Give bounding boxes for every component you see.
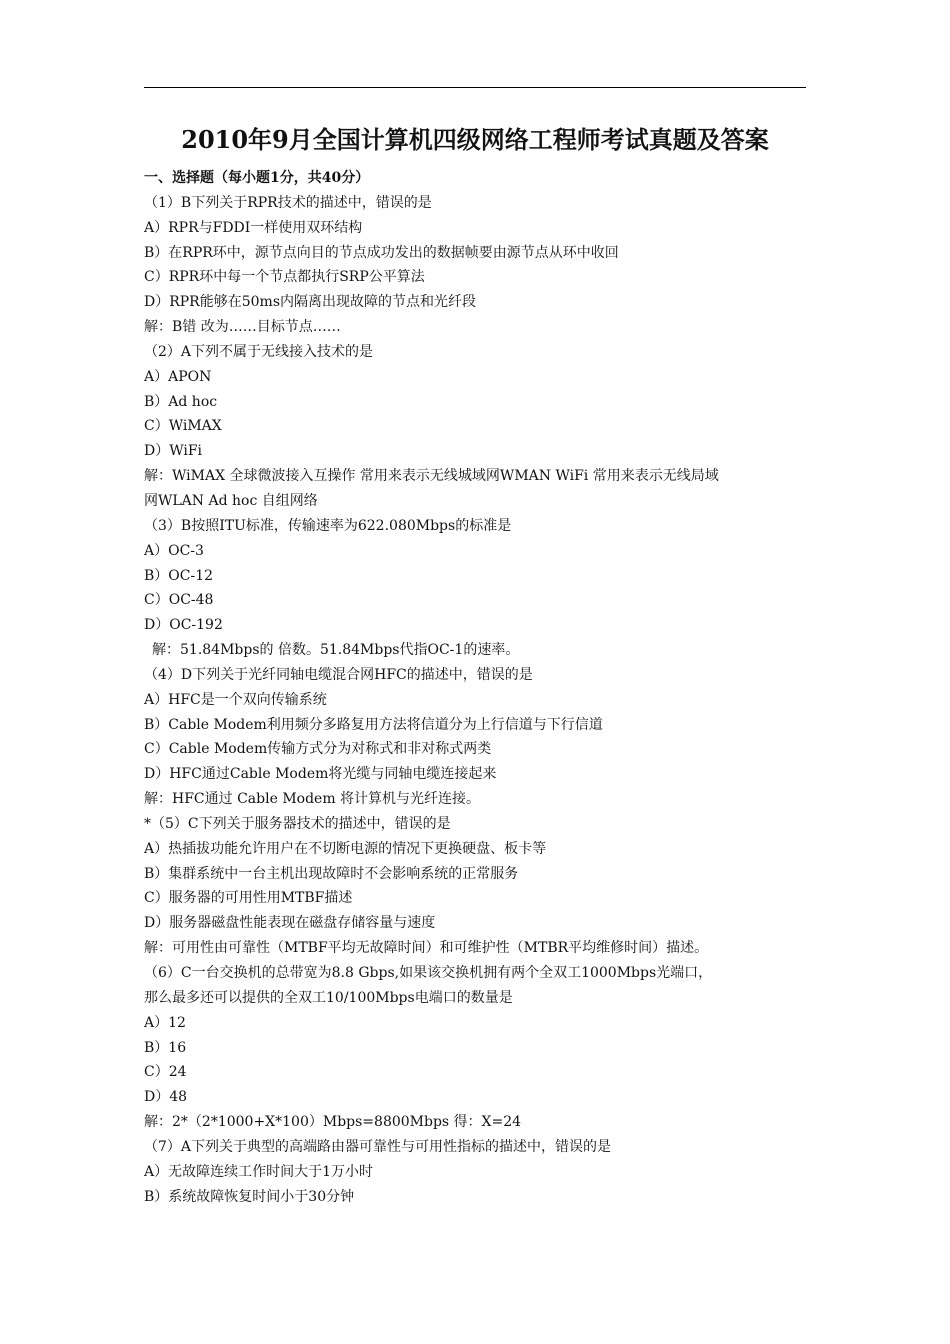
- header-rule: [144, 87, 806, 88]
- question-line: （7）A下列关于典型的高端路由器可靠性与可用性指标的描述中，错误的是: [144, 1138, 612, 1155]
- option-line: B）Ad hoc: [144, 393, 218, 410]
- option-line: C）OC-48: [144, 592, 214, 609]
- question-line: （3）B按照ITU标准，传输速率为622.080Mbps的标准是: [144, 517, 512, 534]
- option-line: B）在RPR环中，源节点向目的节点成功发出的数据帧要由源节点从环中收回: [144, 244, 619, 261]
- question-line: （2）A下列不属于无线接入技术的是: [144, 343, 374, 360]
- answer-line: 解：2*（2*1000+X*100）Mbps=8800Mbps 得：X=24: [144, 1114, 522, 1131]
- page-title: 2010年9月全国计算机四级网络工程师考试真题及答案: [181, 125, 769, 154]
- option-line: C）24: [144, 1064, 187, 1081]
- document-body: [144, 166, 808, 1209]
- option-line: B）OC-12: [144, 567, 214, 584]
- option-line: D）WiFi: [144, 443, 203, 460]
- option-line: C）服务器的可用性用MTBF描述: [144, 890, 353, 907]
- option-line: C）RPR环中每一个节点都执行SRP公平算法: [144, 269, 425, 286]
- option-line: A）HFC是一个双向传输系统: [144, 691, 327, 708]
- answer-line: 解：B错 改为……目标节点……: [144, 319, 341, 336]
- option-line: D）HFC通过Cable Modem将光缆与同轴电缆连接起来: [144, 766, 497, 783]
- answer-line: 网WLAN Ad hoc 自组网络: [144, 492, 318, 509]
- option-line: B）集群系统中一台主机出现故障时不会影响系统的正常服务: [144, 865, 519, 882]
- answer-line: 解：51.84Mbps的 倍数。51.84Mbps代指OC-1的速率。: [152, 642, 520, 659]
- question-line: 那么最多还可以提供的全双工10/100Mbps电端口的数量是: [144, 989, 513, 1006]
- answer-line: 解：HFC通过 Cable Modem 将计算机与光纤连接。: [144, 791, 481, 808]
- option-line: A）12: [144, 1014, 186, 1031]
- option-line: D）服务器磁盘性能表现在磁盘存储容量与速度: [144, 915, 436, 932]
- section-heading: 一、选择题（每小题1分，共40分）: [144, 170, 370, 186]
- question-line: （6）C一台交换机的总带宽为8.8 Gbps,如果该交换机拥有两个全双工1000Mbps光端口，: [144, 965, 713, 981]
- answer-line: 解：WiMAX 全球微波接入互操作 常用来表示无线城域网WMAN WiFi 常用来表示无线局域: [144, 468, 719, 485]
- option-line: D）48: [144, 1089, 188, 1106]
- option-line: C）Cable Modem传输方式分为对称式和非对称式两类: [144, 741, 492, 758]
- option-line: A）热插拔功能允许用户在不切断电源的情况下更换硬盘、板卡等: [144, 840, 547, 857]
- question-line: （1）B下列关于RPR技术的描述中，错误的是: [144, 194, 432, 211]
- option-line: B）Cable Modem利用频分多路复用方法将信道分为上行信道与下行信道: [144, 716, 603, 733]
- option-line: A）OC-3: [144, 542, 204, 559]
- option-line: A）APON: [144, 368, 212, 385]
- option-line: B）16: [144, 1039, 187, 1056]
- question-line: （4）D下列关于光纤同轴电缆混合网HFC的描述中，错误的是: [144, 666, 533, 683]
- option-line: C）WiMAX: [144, 418, 222, 435]
- option-line: A）RPR与FDDI一样使用双环结构: [144, 219, 363, 236]
- answer-line: 解：可用性由可靠性（MTBF平均无故障时间）和可维护性（MTBR平均维修时间）描述。: [144, 940, 709, 957]
- question-line: *（5）C下列关于服务器技术的描述中，错误的是: [144, 815, 451, 832]
- option-line: A）无故障连续工作时间大于1万小时: [144, 1163, 374, 1180]
- option-line: D）RPR能够在50ms内隔离出现故障的节点和光纤段: [144, 294, 476, 311]
- option-line: B）系统故障恢复时间小于30分钟: [144, 1188, 355, 1205]
- option-line: D）OC-192: [144, 617, 223, 634]
